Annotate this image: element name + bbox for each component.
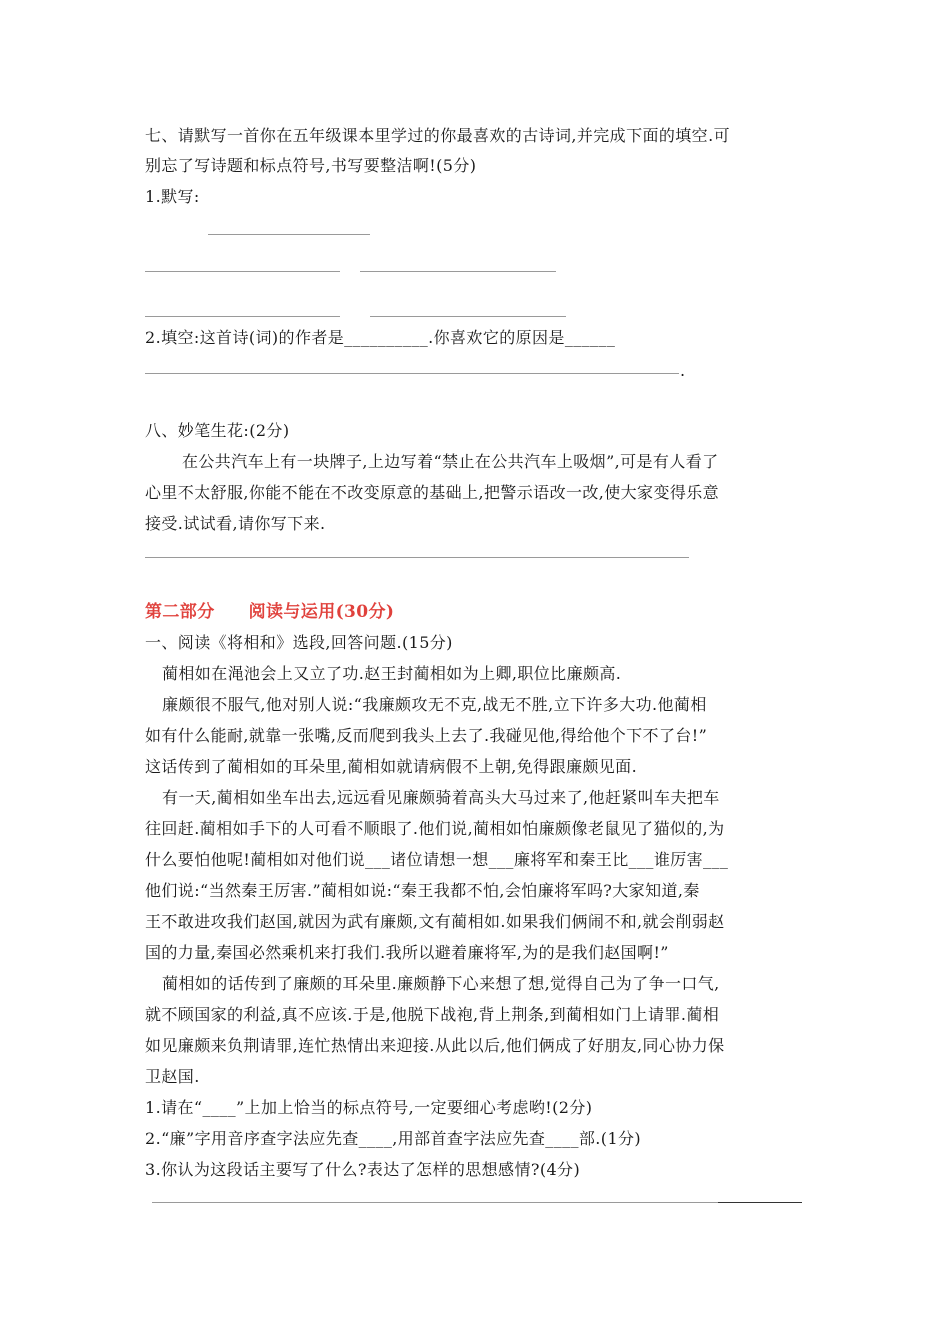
passage-line: 如见廉颇来负荆请罪,连忙热情出来迎接.从此以后,他们俩成了好朋友,同心协力保 [145,1036,725,1055]
section7-title-line2: 别忘了写诗题和标点符号,书写要整洁啊!(5分) [145,156,477,175]
reading-question-title: 一、阅读《将相和》选段,回答问题.(15分) [145,633,453,652]
poem-line-blank-3[interactable] [145,316,340,317]
passage-line: 如有什么能耐,就靠一张嘴,反而爬到我头上去了.我碰见他,得给他个下不了台!” [145,726,708,745]
q3-answer-blank-end[interactable] [718,1202,802,1203]
section8-para-line1: 在公共汽车上有一块牌子,上边写着“禁止在公共汽车上吸烟”,可是有人看了 [182,452,719,471]
section7-q2: 2.填空:这首诗(词)的作者是__________.你喜欢它的原因是______ [145,328,616,347]
poem-line-blank-4[interactable] [370,316,566,317]
reading-q3: 3.你认为这段话主要写了什么?表达了怎样的思想感情?(4分) [145,1160,581,1179]
reading-q2: 2.“廉”字用音序查字法应先查____,用部首查字法应先查____部.(1分) [145,1129,642,1148]
passage-line: 国的力量,秦国必然乘机来打我们.我所以避着廉将军,为的是我们赵国啊!” [145,943,669,962]
passage-line: 就不顾国家的利益,真不应该.于是,他脱下战袍,背上荆条,到蔺相如门上请罪.蔺相 [145,1005,720,1024]
passage-line: 廉颇很不服气,他对别人说:“我廉颇攻无不克,战无不胜,立下许多大功.他蔺相 [162,695,707,714]
part2-heading [145,601,394,623]
part2-heading-b: 阅读与运用(30分) [248,602,395,622]
section8-title: 八、妙笔生花:(2分) [145,421,290,440]
section8-para-line2: 心里不太舒服,你能不能在不改变原意的基础上,把警示语改一改,使大家变得乐意 [145,483,720,502]
section7-title-line1: 七、请默写一首你在五年级课本里学过的你最喜欢的古诗词,并完成下面的填空.可 [145,126,730,145]
reason-end-period: . [680,361,686,380]
slogan-answer-blank[interactable] [145,557,689,558]
passage-line: 什么要怕他呢!蔺相如对他们说___诸位请想一想___廉将军和秦王比___谁厉害___ [145,850,729,869]
q3-answer-blank[interactable] [152,1202,718,1203]
passage-line: 他们说:“当然秦王厉害.”蔺相如说:“秦王我都不怕,会怕廉将军吗?大家知道,秦 [145,881,700,900]
poem-title-blank[interactable] [208,234,370,235]
passage-line: 蔺相如的话传到了廉颇的耳朵里.廉颇静下心来想了想,觉得自己为了争一口气, [162,974,720,993]
passage-line: 卫赵国. [145,1067,200,1086]
section8-para-line3: 接受.试试看,请你写下来. [145,514,326,533]
part2-heading-a: 第二部分 [145,602,215,622]
passage-line: 有一天,蔺相如坐车出去,远远看见廉颇骑着高头大马过来了,他赶紧叫车夫把车 [162,788,720,807]
section7-q1: 1.默写: [145,187,200,206]
reason-blank[interactable] [145,373,679,374]
passage-line: 王不敢进攻我们赵国,就因为武有廉颇,文有蔺相如.如果我们俩闹不和,就会削弱赵 [145,912,725,931]
reading-q1: 1.请在“____”上加上恰当的标点符号,一定要细心考虑哟!(2分) [145,1098,593,1117]
passage-line: 这话传到了蔺相如的耳朵里,蔺相如就请病假不上朝,免得跟廉颇见面. [145,757,638,776]
poem-line-blank-2[interactable] [360,271,556,272]
poem-line-blank-1[interactable] [145,271,340,272]
passage-line: 蔺相如在渑池会上又立了功.赵王封蔺相如为上卿,职位比廉颇高. [162,664,622,683]
passage-line: 往回赶.蔺相如手下的人可看不顺眼了.他们说,蔺相如怕廉颇像老鼠见了猫似的,为 [145,819,725,838]
